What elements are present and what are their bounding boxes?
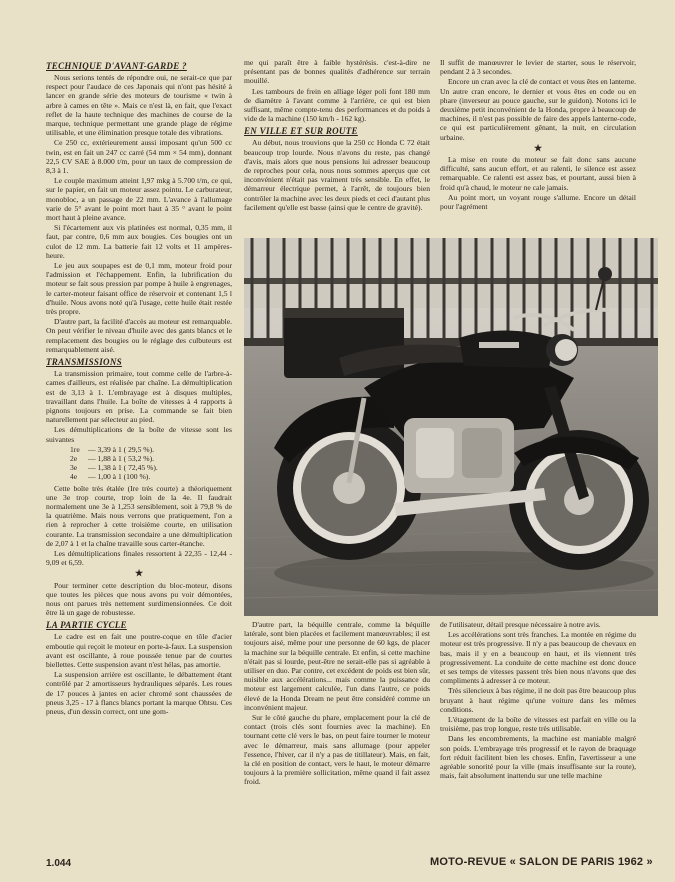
column-middle-top bbox=[244, 58, 430, 236]
column-left bbox=[46, 58, 232, 850]
paragraph: Nous serions tentés de répondre oui, ne serait-ce que par respect pour l'audace de ces Japonais qui n'ont pas hésité à lancer en grande série des moteurs de tourisme « twin à arbre à cames en tête ». Mais ce n'est là, en fait, que l'exact reflet de la haute technique des machines de course de la marque, technique permettant une grande plage de régime utilisable, et une élimination presque totale des vibrations. bbox=[46, 73, 232, 138]
paragraph: Au début, nous trouvions que la 250 cc Honda C 72 était beaucoup trop lourde. Nous n'avons du reste, pas changé d'avis, mais alors que nous pensions lui adresser beaucoup de reproches pour cela, nous nous sommes aperçus que cet inconvénient n'était pas vraiment très sensible. En effet, le démarreur électrique permet, à l'arrêt, de toujours bien contrôler la machine avec les deux pieds et ceci d'autant plus facilement qu'elle est basse (ainsi que le centre de gravité). bbox=[244, 138, 430, 212]
paragraph: D'autre part, la béquille centrale, comme la béquille latérale, sont bien placées et facilement manœuvrables; il est toujours aisé, même pour une personne de 60 kgs, de placer la machine sur la béquille centrale. Et enfin, si cette machine n'était pas si lourde, peut-être ne serait-elle pas si agréable à utiliser en duo. Par contre, cet excédent de poids est bien sûr, nuisible aux accélérations... mais comme la puissance du moteur est largement calculée, l'un dans l'autre, ce poids élevé de la Honda Dream ne peut être considéré comme un inconvénient majeur. bbox=[244, 620, 430, 712]
paragraph: La transmission primaire, tout comme celle de l'arbre-à-cames d'ailleurs, est réalisée par chaîne. La démultiplication est de 3,13 à 1. L'embrayage est à disques multiples, travaillant dans l'huile. La boîte de vitesses à 4 rapports à pignons toujours en prise. La commande se fait bien naturellement par sélecteur au pied. bbox=[46, 369, 232, 425]
column-right-top bbox=[440, 58, 636, 236]
star-separator: ★ bbox=[533, 142, 543, 153]
gear-ratio-row: 2e — 1,88 à 1 ( 53,2 %). bbox=[70, 453, 155, 463]
paragraph: La mise en route du moteur se fait donc sans aucune difficulté, sans aucun effort, et au ralenti, le silence est assez remarquable. Ce ralenti est assez bas, et pourtant, aussi bien à froid qu'à chaud, le moteur ne cale jamais. bbox=[440, 155, 636, 192]
paragraph: Les accélérations sont très franches. La montée en régime du moteur est très progressive. Il n'y a pas beaucoup de chevaux en bas, mais il y en a beaucoup en haut, et ils viennent très progressivement. La conduite de cette machine est donc douce et ses temps de vitesses passent très bien nous n'avons que des compliments à adresser à ce moteur. bbox=[440, 630, 636, 686]
paragraph: Au point mort, un voyant rouge s'allume. Encore un détail pour l'agrément bbox=[440, 192, 636, 212]
paragraph: D'autre part, la facilité d'accès au moteur est remarquable. On peut vérifier le niveau d'huile avec des gants blancs et le remplacement des bougies ou le réglage des culbuteurs est remarquablement aisé. bbox=[46, 317, 232, 354]
heading-transmissions: TRANSMISSIONS bbox=[46, 357, 122, 368]
paragraph: Cette boîte très étalée (Ire très courte) a théoriquement une 3e trop courte, trop loin de la 4e. Il faudrait normalement une 3e à 1,253 sensiblement, soit à 79,8 % de la quatrième. Mais nous verrons que pratiquement, l'on a rien à reprocher à cette troisième courte, en utilisation courante. La transmission secondaire a une démultiplication de 2,07 à 1 et la chaîne travaille sous carter-étanche. bbox=[46, 483, 232, 548]
paragraph: Le jeu aux soupapes est de 0,1 mm, moteur froid pour l'admission et l'échappement. Enfin, la lubrification du moteur se fait sous pression par pompe à huile à engrenages, le carter-moteur faisant office de réservoir et contenant 1,5 l d'huile. Nous avons noté qu'à l'usage, cette huile était restée très propre. bbox=[46, 261, 232, 317]
gear-ratio-row: 1re — 3,39 à 1 ( 29,5 %). bbox=[70, 444, 155, 454]
paragraph: Sur le côté gauche du phare, emplacement pour la clé de contact (trois clés sont fournies avec la machine). En tournant cette clé vers le bas, on peut faire tourner le moteur avec le démarreur, mais sans allumage (pour appeler l'essence, l'hiver, car il n'y a pas de titillateur). Mais, en fait, la clé en position de contact, vers le haut, le moteur démarre toujours à la première sollicitation, même quand il fait assez froid. bbox=[244, 713, 430, 787]
paragraph: Les démultiplications finales ressortent à 22,35 - 12,44 - 9,09 et 6,59. bbox=[46, 548, 232, 568]
heading-en-ville: EN VILLE ET SUR ROUTE bbox=[244, 126, 358, 137]
paragraph: Pour terminer cette description du bloc-moteur, disons que toutes les pièces que nous avons pu voir démontées, nous ont parues très nettement surdimensionnées. Ce doit être là un gage de robustesse. bbox=[46, 580, 232, 618]
paragraph: Le couple maximum atteint 1,97 mkg à 5.700 t/m, ce qui, sur le papier, en fait un moteur assez pointu. Le carburateur, monobloc, a un passage de 22 mm. L'avance à l'allumage varie de 5° avant le point mort haut à 35 ° avant le point mort haut à pleine avance. bbox=[46, 176, 232, 223]
page-number: 1.044 bbox=[46, 858, 72, 869]
paragraph: Si l'écartement aux vis platinées est normal, 0,35 mm, il faut, par contre, 0,6 mm aux bougies. Ces bougies ont un culot de 12 mm. La batterie fait 12 volts et 11 ampères-heure. bbox=[46, 223, 232, 260]
paragraph: Dans les encombrements, la machine est maniable malgré son poids. L'embrayage très progressif et le rayon de braquage fort réduit facilitent bien les choses. Enfin, l'avertisseur a une agréable sonorité pour la ville (mais insuffisante sur la route), mais, fait absolument inattendu sur une telle machine bbox=[440, 734, 636, 781]
star-separator: ★ bbox=[134, 568, 144, 579]
motorcycle-illustration bbox=[244, 238, 658, 616]
paragraph: Le cadre est en fait une poutre-coque en tôle d'acier emboutie qui reçoit le moteur en porte-à-faux. La suspension avant est oscillante, à roue poussée tenue par de courtes biellettes. Cette suspension avant n'est hélas, pas amortie. bbox=[46, 632, 232, 669]
paragraph: L'étagement de la boîte de vitesses est parfait en ville ou la troisième, pas trop longue, reste très utilisable. bbox=[440, 715, 636, 734]
paragraph: Les tambours de frein en alliage léger poli font 180 mm de diamètre à l'avant comme à l'arrière, ce qui est bien suffisant, même compte-tenu des performances et du poids à vide de la machine (150 km/h - 162 kg). bbox=[244, 86, 430, 124]
paragraph: de l'utilisateur, détail presque nécessaire à notre avis. bbox=[440, 620, 601, 629]
gear-ratio-row: 4e — 1,00 à 1 (100 %). bbox=[70, 472, 151, 482]
heading-partie-cycle: LA PARTIE CYCLE bbox=[46, 620, 127, 631]
column-middle-bottom bbox=[244, 620, 430, 852]
gear-ratio-row: 3e — 1,38 à 1 ( 72,45 %). bbox=[70, 463, 158, 473]
motorcycle-photo bbox=[244, 238, 658, 616]
column-right-bottom bbox=[440, 620, 636, 852]
paragraph: Ce 250 cc, extérieurement aussi imposant qu'un 500 cc twin, est en fait un 247 cc carré (54 mm × 54 mm), donnant 22,5 CV SAE à 8.000 t/m, pour un taux de compression de 8,3 à 1. bbox=[46, 138, 232, 176]
magazine-title: MOTO-REVUE « SALON DE PARIS 1962 » bbox=[430, 856, 653, 868]
heading-technique: TECHNIQUE D'AVANT-GARDE ? bbox=[46, 61, 187, 71]
paragraph: La suspension arrière est oscillante, le débattement étant contrôlé par 2 amortisseurs hydrauliques séparés. Les roues de 17 pouces à jantes en acier chromé sont chaussées de pneus 3,25 - 17 à flancs blancs portant la marque Ohtsu. Ces pneus, d'un dessin correct, ont une gom- bbox=[46, 670, 232, 716]
paragraph: me qui paraît être à faible hystérésis. c'est-à-dire ne présentant pas de bonnes qualités d'adhérence sur terrain mouillé. bbox=[244, 58, 430, 86]
paragraph: Les démultiplications de la boîte de vitesse sont les suivantes bbox=[46, 425, 232, 444]
paragraph: Très silencieux à bas régime, il ne doit pas être beaucoup plus bruyant à haut régime qu'une voiture dans les mêmes conditions. bbox=[440, 686, 636, 714]
paragraph: Encore un cran avec la clé de contact et vous êtes en lanterne. Un autre cran encore, le dernier et vous êtes en code ou en phare (inverseur au pouce gauche, sur le guidon). Notons ici le deuxième petit inconvénient de la Honda, propre à beaucoup de machines, il n'est pas possible de faire des appels lanterne-code, ce qui est particulièrement gênant, la nuit, en circulation urbaine. bbox=[440, 77, 636, 142]
gear-ratio-table bbox=[70, 445, 232, 482]
paragraph: Il suffit de manœuvrer le levier de starter, sous le réservoir, pendant 2 à 3 secondes. bbox=[440, 58, 636, 77]
